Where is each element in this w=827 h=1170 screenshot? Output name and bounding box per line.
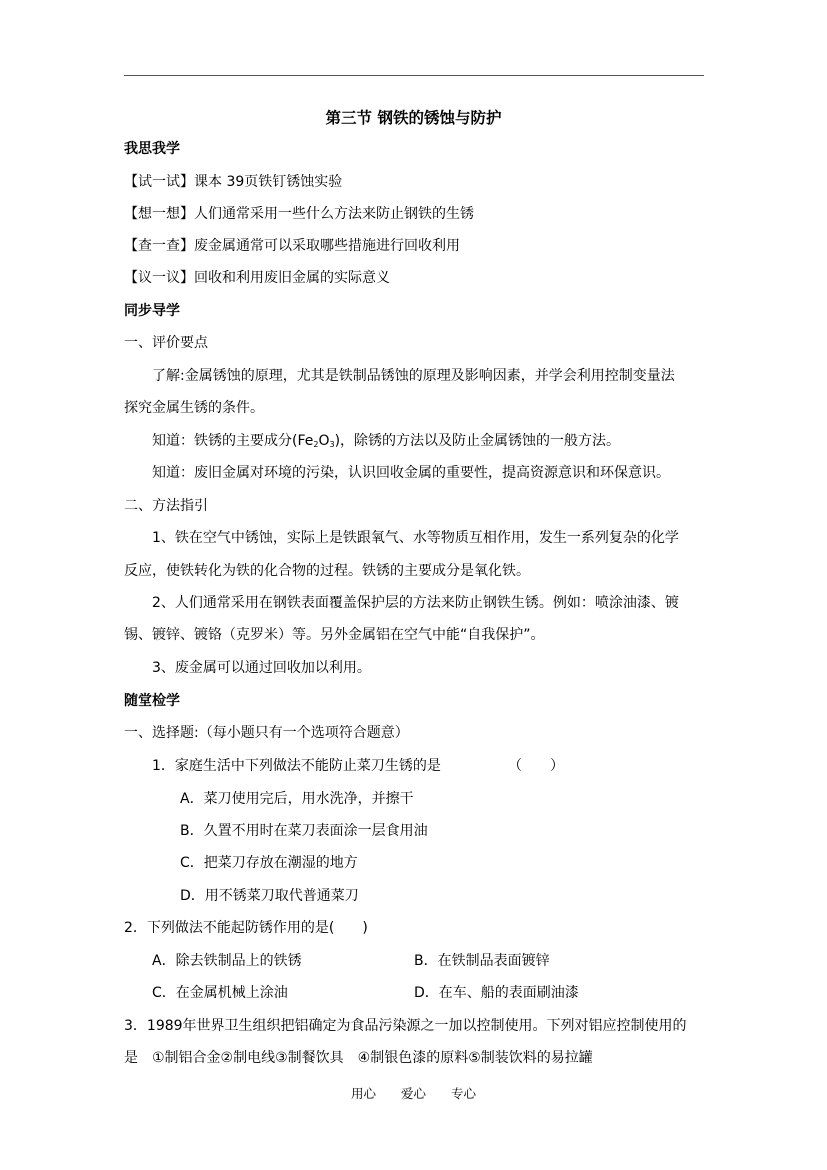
paragraph-line: 知道：废旧金属对环境的污染，认识回收金属的重要性，提高资源意识和环保意识。 bbox=[152, 465, 670, 481]
paragraph-line: 锡、镀锌、镀铬（克罗米）等。另外金属铝在空气中能“自我保护”。 bbox=[124, 627, 545, 643]
activity-item bbox=[124, 236, 460, 256]
activity-text: 人们通常采用一些什么方法来防止钢铁的生锈 bbox=[194, 206, 474, 222]
paragraph-line: 反应，使铁转化为铁的化合物的过程。铁锈的主要成分是氧化铁。 bbox=[124, 563, 530, 579]
paragraph-line: 2、人们通常采用在钢铁表面覆盖保护层的方法来防止钢铁生锈。例如：喷涂油漆、镀 bbox=[152, 595, 679, 611]
paragraph-line: 了解:金属锈蚀的原理，尤其是铁制品锈蚀的原理及影响因素，并学会利用控制变量法 bbox=[152, 368, 675, 384]
section-heading-2: 同步导学 bbox=[124, 303, 180, 319]
subheading-methods: 二、方法指引 bbox=[124, 498, 208, 514]
question-3: 3．1989年世界卫生组织把铝确定为食品污染源之一加以控制使用。下列对铝应控制使用的 bbox=[124, 1018, 687, 1034]
text-run: 知道：铁锈的主要成分(Fe bbox=[152, 433, 314, 449]
question-2: 2．下列做法不能起防锈作用的是( ) bbox=[124, 920, 368, 936]
paragraph-line: 探究金属生锈的条件。 bbox=[124, 400, 264, 416]
option-item: D．在车、船的表面刷油漆 bbox=[414, 985, 579, 1001]
subheading-choice: 一、选择题:（每小题只有一个选项符合题意） bbox=[124, 725, 409, 741]
subscript: 3 bbox=[329, 440, 335, 449]
activity-tag: 【查一查】 bbox=[124, 238, 194, 254]
text-run: )，除锈的方法以及防止金属锈蚀的一般方法。 bbox=[334, 433, 621, 449]
answer-paren: （ ） bbox=[508, 758, 564, 774]
option-item: C．把菜刀存放在潮湿的地方 bbox=[180, 855, 358, 871]
footer-text: 专心 bbox=[451, 1086, 477, 1101]
text-run: O bbox=[318, 433, 330, 449]
activity-text: 回收和利用废旧金属的实际意义 bbox=[194, 270, 390, 286]
subscript: 2 bbox=[313, 440, 319, 449]
section-heading-1: 我思我学 bbox=[124, 141, 180, 157]
option-item: A．菜刀使用完后，用水洗净，并擦干 bbox=[180, 791, 414, 807]
question-3-line2: 是 ①制铝合金②制电线③制餐饮具 ④制银色漆的原料⑤制装饮料的易拉罐 bbox=[124, 1050, 593, 1066]
paragraph-line: 3、废金属可以通过回收加以利用。 bbox=[152, 660, 371, 676]
activity-tag: 【议一议】 bbox=[124, 270, 194, 286]
paragraph-line: 1、铁在空气中锈蚀，实际上是铁跟氧气、水等物质互相作用，发生一系列复杂的化学 bbox=[152, 530, 679, 546]
activity-item bbox=[124, 204, 474, 224]
question-1: 1．家庭生活中下列做法不能防止菜刀生锈的是 bbox=[152, 758, 441, 774]
subheading-evaluation: 一、评价要点 bbox=[124, 335, 208, 351]
header-rule bbox=[124, 75, 704, 76]
option-item: B．久置不用时在菜刀表面涂一层食用油 bbox=[180, 823, 428, 839]
activity-item bbox=[124, 172, 342, 192]
footer-text: 爱心 bbox=[401, 1086, 427, 1101]
option-item: A．除去铁制品上的铁锈 bbox=[152, 953, 302, 969]
activity-text: 废金属通常可以采取哪些措施进行回收利用 bbox=[194, 238, 460, 254]
option-item: C．在金属机械上涂油 bbox=[152, 985, 288, 1001]
activity-tag: 【试一试】 bbox=[124, 174, 194, 190]
activity-text: 课本 39页铁钉锈蚀实验 bbox=[194, 174, 343, 190]
footer-text: 用心 bbox=[351, 1086, 377, 1101]
option-item: D．用不锈菜刀取代普通菜刀 bbox=[180, 888, 359, 904]
paragraph-line bbox=[152, 431, 620, 455]
activity-item bbox=[124, 268, 390, 288]
section-heading-3: 随堂检学 bbox=[124, 693, 180, 709]
page-title: 第三节 钢铁的锈蚀与防护 bbox=[325, 109, 502, 127]
option-item: B．在铁制品表面镀锌 bbox=[414, 953, 550, 969]
activity-tag: 【想一想】 bbox=[124, 206, 194, 222]
